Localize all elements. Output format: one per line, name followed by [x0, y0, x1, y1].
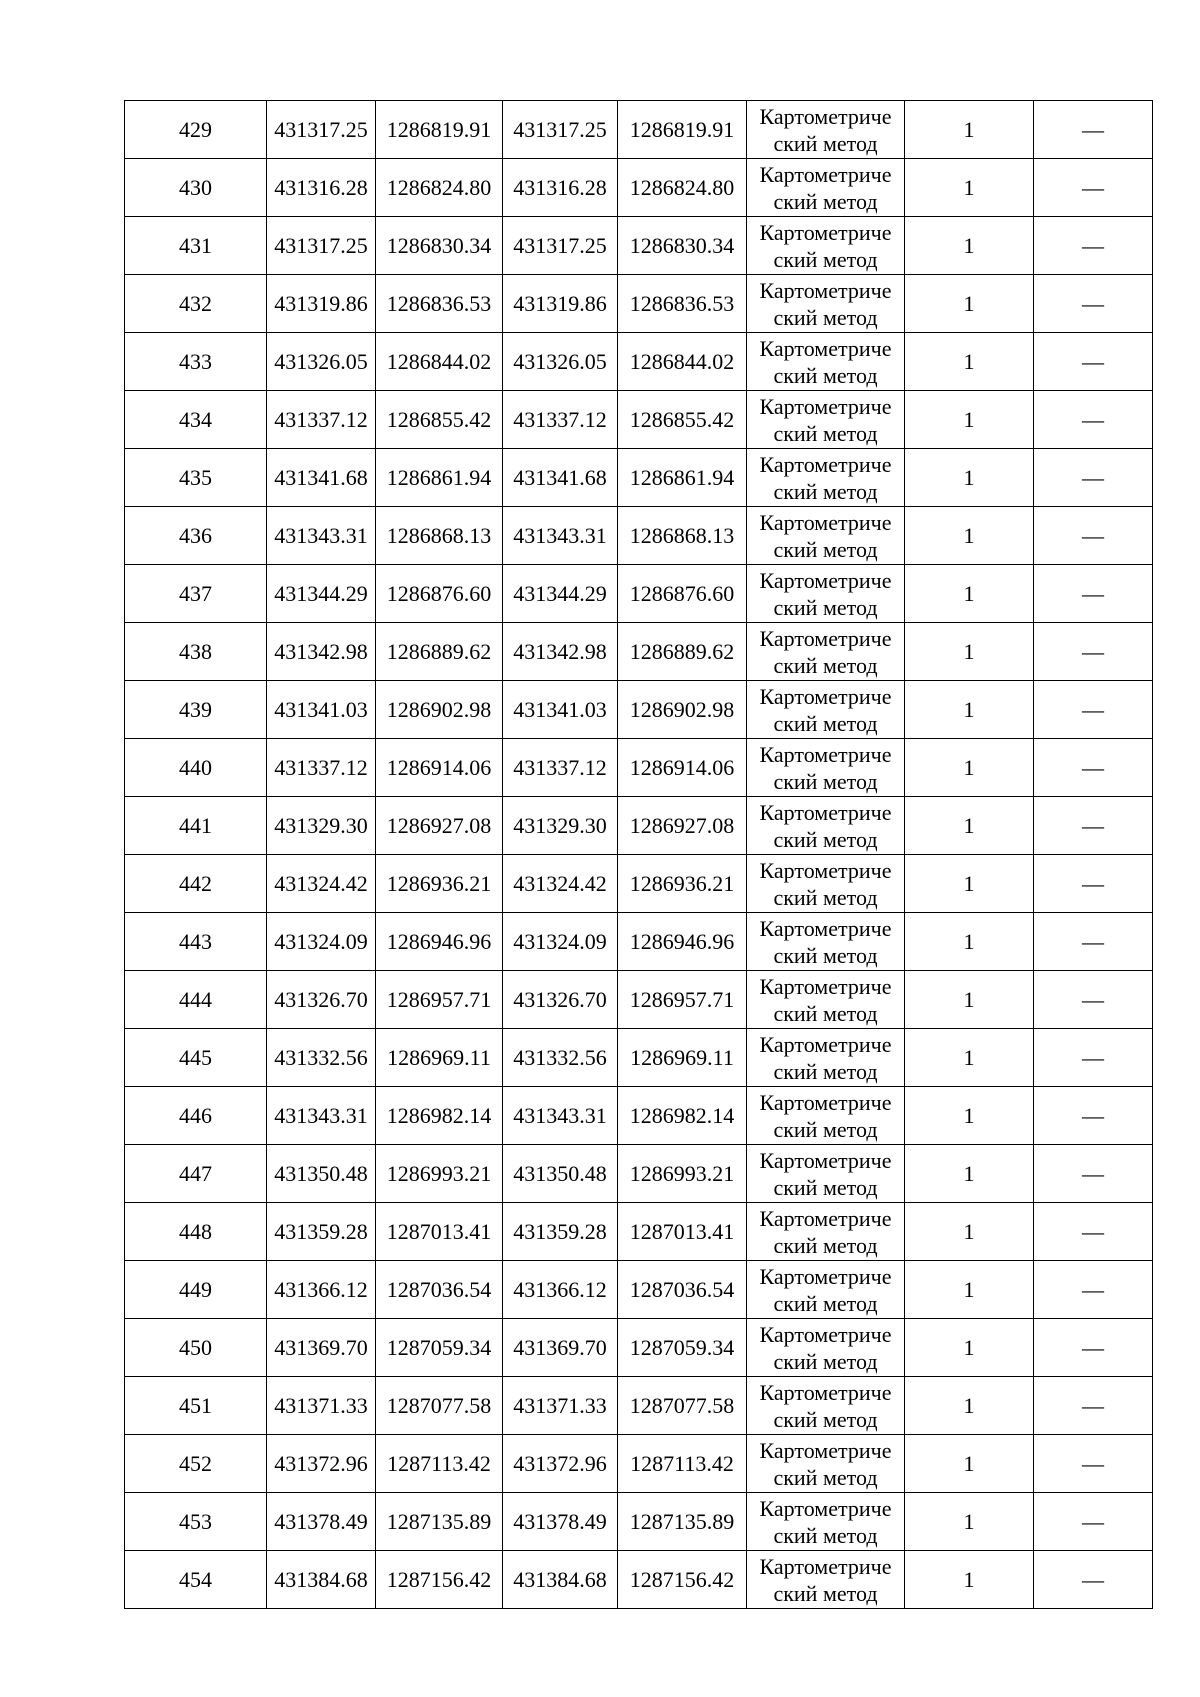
- method-line-2: ский метод: [773, 1581, 878, 1606]
- point-number-cell: 433: [125, 333, 267, 391]
- method-line-1: Картометриче: [759, 858, 892, 883]
- method-cell: [747, 739, 905, 797]
- method-line-2: ский метод: [773, 1523, 878, 1548]
- method-cell: [747, 1261, 905, 1319]
- new-y-cell: 1287077.58: [618, 1377, 747, 1435]
- new-x-cell: 431326.70: [503, 971, 618, 1029]
- existing-x-cell: 431329.30: [267, 797, 376, 855]
- accuracy-cell: 1: [905, 739, 1034, 797]
- table-body: [125, 101, 1153, 1609]
- existing-x-cell: 431371.33: [267, 1377, 376, 1435]
- method-line-1: Картометриче: [759, 742, 892, 767]
- method-line-1: Картометриче: [759, 1438, 892, 1463]
- description-cell: —: [1034, 1551, 1153, 1609]
- new-y-cell: 1287135.89: [618, 1493, 747, 1551]
- new-x-cell: 431341.03: [503, 681, 618, 739]
- description-cell: —: [1034, 1087, 1153, 1145]
- existing-x-cell: 431337.12: [267, 739, 376, 797]
- description-cell: —: [1034, 681, 1153, 739]
- point-number-cell: 450: [125, 1319, 267, 1377]
- point-number-cell: 437: [125, 565, 267, 623]
- existing-x-cell: 431372.96: [267, 1435, 376, 1493]
- table-row: [125, 565, 1153, 623]
- existing-x-cell: 431359.28: [267, 1203, 376, 1261]
- table-row: [125, 391, 1153, 449]
- point-number-cell: 445: [125, 1029, 267, 1087]
- table-row: [125, 739, 1153, 797]
- new-y-cell: 1286819.91: [618, 101, 747, 159]
- method-line-2: ский метод: [773, 421, 878, 446]
- table-row: [125, 855, 1153, 913]
- point-number-cell: 438: [125, 623, 267, 681]
- new-x-cell: 431324.09: [503, 913, 618, 971]
- new-x-cell: 431319.86: [503, 275, 618, 333]
- description-cell: —: [1034, 855, 1153, 913]
- existing-x-cell: 431342.98: [267, 623, 376, 681]
- new-x-cell: 431371.33: [503, 1377, 618, 1435]
- point-number-cell: 453: [125, 1493, 267, 1551]
- point-number-cell: 432: [125, 275, 267, 333]
- point-number-cell: 434: [125, 391, 267, 449]
- accuracy-cell: 1: [905, 507, 1034, 565]
- description-cell: —: [1034, 333, 1153, 391]
- existing-y-cell: 1286914.06: [376, 739, 503, 797]
- description-cell: —: [1034, 913, 1153, 971]
- existing-y-cell: 1286876.60: [376, 565, 503, 623]
- new-x-cell: 431343.31: [503, 1087, 618, 1145]
- method-line-2: ский метод: [773, 1407, 878, 1432]
- accuracy-cell: 1: [905, 971, 1034, 1029]
- table-row: [125, 1203, 1153, 1261]
- existing-x-cell: 431369.70: [267, 1319, 376, 1377]
- description-cell: —: [1034, 1203, 1153, 1261]
- method-line-1: Картометриче: [759, 1554, 892, 1579]
- method-cell: [747, 507, 905, 565]
- point-number-cell: 441: [125, 797, 267, 855]
- method-cell: [747, 391, 905, 449]
- existing-x-cell: 431326.70: [267, 971, 376, 1029]
- method-line-2: ский метод: [773, 943, 878, 968]
- accuracy-cell: 1: [905, 623, 1034, 681]
- accuracy-cell: 1: [905, 797, 1034, 855]
- method-cell: [747, 333, 905, 391]
- method-cell: [747, 217, 905, 275]
- method-cell: [747, 1087, 905, 1145]
- new-y-cell: 1286993.21: [618, 1145, 747, 1203]
- accuracy-cell: 1: [905, 101, 1034, 159]
- method-line-2: ский метод: [773, 885, 878, 910]
- description-cell: —: [1034, 1261, 1153, 1319]
- new-y-cell: 1286946.96: [618, 913, 747, 971]
- existing-y-cell: 1286957.71: [376, 971, 503, 1029]
- method-line-1: Картометриче: [759, 1264, 892, 1289]
- new-x-cell: 431326.05: [503, 333, 618, 391]
- new-x-cell: 431317.25: [503, 217, 618, 275]
- existing-x-cell: 431341.03: [267, 681, 376, 739]
- existing-y-cell: 1286819.91: [376, 101, 503, 159]
- existing-x-cell: 431317.25: [267, 101, 376, 159]
- description-cell: —: [1034, 159, 1153, 217]
- method-cell: [747, 1435, 905, 1493]
- existing-x-cell: 431324.42: [267, 855, 376, 913]
- table-row: [125, 1145, 1153, 1203]
- method-line-1: Картометриче: [759, 278, 892, 303]
- new-y-cell: 1286982.14: [618, 1087, 747, 1145]
- method-cell: [747, 565, 905, 623]
- table-row: [125, 275, 1153, 333]
- existing-y-cell: 1287156.42: [376, 1551, 503, 1609]
- table-row: [125, 333, 1153, 391]
- point-number-cell: 435: [125, 449, 267, 507]
- new-x-cell: 431337.12: [503, 739, 618, 797]
- existing-y-cell: 1286936.21: [376, 855, 503, 913]
- accuracy-cell: 1: [905, 1087, 1034, 1145]
- accuracy-cell: 1: [905, 681, 1034, 739]
- method-line-2: ский метод: [773, 1291, 878, 1316]
- method-line-2: ский метод: [773, 479, 878, 504]
- method-cell: [747, 681, 905, 739]
- accuracy-cell: 1: [905, 333, 1034, 391]
- new-y-cell: 1287113.42: [618, 1435, 747, 1493]
- table-row: [125, 1377, 1153, 1435]
- table-row: [125, 971, 1153, 1029]
- table-row: [125, 913, 1153, 971]
- new-x-cell: 431332.56: [503, 1029, 618, 1087]
- existing-y-cell: 1286927.08: [376, 797, 503, 855]
- accuracy-cell: 1: [905, 449, 1034, 507]
- method-line-1: Картометриче: [759, 394, 892, 419]
- existing-y-cell: 1287077.58: [376, 1377, 503, 1435]
- table-row: [125, 1087, 1153, 1145]
- method-cell: [747, 855, 905, 913]
- method-line-2: ский метод: [773, 653, 878, 678]
- description-cell: —: [1034, 1145, 1153, 1203]
- existing-y-cell: 1286824.80: [376, 159, 503, 217]
- table-row: [125, 1261, 1153, 1319]
- existing-y-cell: 1287036.54: [376, 1261, 503, 1319]
- table-row: [125, 797, 1153, 855]
- existing-x-cell: 431317.25: [267, 217, 376, 275]
- accuracy-cell: 1: [905, 391, 1034, 449]
- point-number-cell: 439: [125, 681, 267, 739]
- method-line-2: ский метод: [773, 305, 878, 330]
- existing-y-cell: 1287013.41: [376, 1203, 503, 1261]
- table-row: [125, 1319, 1153, 1377]
- accuracy-cell: 1: [905, 1377, 1034, 1435]
- new-x-cell: 431337.12: [503, 391, 618, 449]
- method-line-1: Картометриче: [759, 1380, 892, 1405]
- description-cell: —: [1034, 797, 1153, 855]
- accuracy-cell: 1: [905, 1145, 1034, 1203]
- method-line-1: Картометриче: [759, 1496, 892, 1521]
- new-x-cell: 431317.25: [503, 101, 618, 159]
- description-cell: —: [1034, 1377, 1153, 1435]
- existing-x-cell: 431341.68: [267, 449, 376, 507]
- method-line-1: Картометриче: [759, 684, 892, 709]
- method-cell: [747, 1029, 905, 1087]
- method-cell: [747, 1493, 905, 1551]
- accuracy-cell: 1: [905, 855, 1034, 913]
- description-cell: —: [1034, 1435, 1153, 1493]
- method-line-1: Картометриче: [759, 626, 892, 651]
- accuracy-cell: 1: [905, 1261, 1034, 1319]
- point-number-cell: 431: [125, 217, 267, 275]
- point-number-cell: 440: [125, 739, 267, 797]
- table-row: [125, 1551, 1153, 1609]
- accuracy-cell: 1: [905, 1435, 1034, 1493]
- method-line-1: Картометриче: [759, 220, 892, 245]
- accuracy-cell: 1: [905, 1029, 1034, 1087]
- new-x-cell: 431341.68: [503, 449, 618, 507]
- method-line-1: Картометриче: [759, 974, 892, 999]
- point-number-cell: 444: [125, 971, 267, 1029]
- new-x-cell: 431316.28: [503, 159, 618, 217]
- description-cell: —: [1034, 623, 1153, 681]
- method-line-2: ский метод: [773, 827, 878, 852]
- table-row: [125, 507, 1153, 565]
- method-line-2: ский метод: [773, 711, 878, 736]
- new-y-cell: 1287036.54: [618, 1261, 747, 1319]
- new-y-cell: 1286936.21: [618, 855, 747, 913]
- method-line-2: ский метод: [773, 363, 878, 388]
- table-row: [125, 159, 1153, 217]
- table-row: [125, 681, 1153, 739]
- table-row: [125, 1029, 1153, 1087]
- new-y-cell: 1286868.13: [618, 507, 747, 565]
- point-number-cell: 442: [125, 855, 267, 913]
- table-row: [125, 1493, 1153, 1551]
- new-y-cell: 1286927.08: [618, 797, 747, 855]
- method-line-1: Картометриче: [759, 1322, 892, 1347]
- method-cell: [747, 1319, 905, 1377]
- description-cell: —: [1034, 1029, 1153, 1087]
- method-cell: [747, 275, 905, 333]
- method-line-2: ский метод: [773, 189, 878, 214]
- method-line-1: Картометриче: [759, 568, 892, 593]
- new-y-cell: 1286861.94: [618, 449, 747, 507]
- new-y-cell: 1286830.34: [618, 217, 747, 275]
- existing-y-cell: 1286946.96: [376, 913, 503, 971]
- existing-x-cell: 431316.28: [267, 159, 376, 217]
- new-y-cell: 1286876.60: [618, 565, 747, 623]
- new-y-cell: 1286957.71: [618, 971, 747, 1029]
- new-x-cell: 431366.12: [503, 1261, 618, 1319]
- new-y-cell: 1286889.62: [618, 623, 747, 681]
- new-x-cell: 431378.49: [503, 1493, 618, 1551]
- point-number-cell: 430: [125, 159, 267, 217]
- existing-y-cell: 1286868.13: [376, 507, 503, 565]
- existing-y-cell: 1286844.02: [376, 333, 503, 391]
- description-cell: —: [1034, 565, 1153, 623]
- method-cell: [747, 1377, 905, 1435]
- method-line-1: Картометриче: [759, 104, 892, 129]
- existing-y-cell: 1287135.89: [376, 1493, 503, 1551]
- description-cell: —: [1034, 1319, 1153, 1377]
- existing-x-cell: 431343.31: [267, 1087, 376, 1145]
- accuracy-cell: 1: [905, 1551, 1034, 1609]
- new-y-cell: 1286855.42: [618, 391, 747, 449]
- method-line-1: Картометриче: [759, 336, 892, 361]
- description-cell: —: [1034, 217, 1153, 275]
- method-line-2: ский метод: [773, 131, 878, 156]
- point-number-cell: 448: [125, 1203, 267, 1261]
- method-line-1: Картометриче: [759, 1148, 892, 1173]
- new-y-cell: 1287156.42: [618, 1551, 747, 1609]
- new-x-cell: 431343.31: [503, 507, 618, 565]
- point-number-cell: 443: [125, 913, 267, 971]
- existing-y-cell: 1286902.98: [376, 681, 503, 739]
- new-y-cell: 1287059.34: [618, 1319, 747, 1377]
- method-line-2: ский метод: [773, 247, 878, 272]
- description-cell: —: [1034, 971, 1153, 1029]
- method-cell: [747, 1203, 905, 1261]
- existing-x-cell: 431343.31: [267, 507, 376, 565]
- table-row: [125, 623, 1153, 681]
- method-line-2: ский метод: [773, 1001, 878, 1026]
- existing-y-cell: 1286889.62: [376, 623, 503, 681]
- existing-x-cell: 431350.48: [267, 1145, 376, 1203]
- existing-x-cell: 431337.12: [267, 391, 376, 449]
- method-cell: [747, 101, 905, 159]
- existing-x-cell: 431326.05: [267, 333, 376, 391]
- method-line-2: ский метод: [773, 1117, 878, 1142]
- description-cell: —: [1034, 507, 1153, 565]
- description-cell: —: [1034, 449, 1153, 507]
- point-number-cell: 429: [125, 101, 267, 159]
- existing-y-cell: 1286993.21: [376, 1145, 503, 1203]
- new-x-cell: 431324.42: [503, 855, 618, 913]
- method-cell: [747, 797, 905, 855]
- new-y-cell: 1287013.41: [618, 1203, 747, 1261]
- method-line-2: ский метод: [773, 537, 878, 562]
- accuracy-cell: 1: [905, 1493, 1034, 1551]
- existing-y-cell: 1286861.94: [376, 449, 503, 507]
- existing-y-cell: 1286982.14: [376, 1087, 503, 1145]
- new-x-cell: 431350.48: [503, 1145, 618, 1203]
- new-x-cell: 431372.96: [503, 1435, 618, 1493]
- new-y-cell: 1286844.02: [618, 333, 747, 391]
- point-number-cell: 447: [125, 1145, 267, 1203]
- existing-y-cell: 1286855.42: [376, 391, 503, 449]
- method-line-2: ский метод: [773, 595, 878, 620]
- accuracy-cell: 1: [905, 1203, 1034, 1261]
- point-number-cell: 451: [125, 1377, 267, 1435]
- method-line-1: Картометриче: [759, 1090, 892, 1115]
- description-cell: —: [1034, 101, 1153, 159]
- new-x-cell: 431329.30: [503, 797, 618, 855]
- table-row: [125, 101, 1153, 159]
- new-x-cell: 431342.98: [503, 623, 618, 681]
- description-cell: —: [1034, 1493, 1153, 1551]
- method-line-1: Картометриче: [759, 1032, 892, 1057]
- existing-x-cell: 431319.86: [267, 275, 376, 333]
- existing-x-cell: 431384.68: [267, 1551, 376, 1609]
- table-row: [125, 217, 1153, 275]
- table-row: [125, 1435, 1153, 1493]
- description-cell: —: [1034, 391, 1153, 449]
- method-cell: [747, 1145, 905, 1203]
- new-y-cell: 1286902.98: [618, 681, 747, 739]
- method-cell: [747, 159, 905, 217]
- point-number-cell: 452: [125, 1435, 267, 1493]
- existing-y-cell: 1286836.53: [376, 275, 503, 333]
- method-cell: [747, 449, 905, 507]
- accuracy-cell: 1: [905, 217, 1034, 275]
- existing-y-cell: 1286969.11: [376, 1029, 503, 1087]
- method-line-1: Картометриче: [759, 452, 892, 477]
- existing-y-cell: 1287113.42: [376, 1435, 503, 1493]
- method-line-2: ский метод: [773, 1233, 878, 1258]
- new-x-cell: 431369.70: [503, 1319, 618, 1377]
- method-line-1: Картометриче: [759, 1206, 892, 1231]
- existing-x-cell: 431378.49: [267, 1493, 376, 1551]
- accuracy-cell: 1: [905, 913, 1034, 971]
- existing-x-cell: 431344.29: [267, 565, 376, 623]
- description-cell: —: [1034, 275, 1153, 333]
- method-line-2: ский метод: [773, 1175, 878, 1200]
- new-y-cell: 1286914.06: [618, 739, 747, 797]
- method-cell: [747, 913, 905, 971]
- method-line-2: ский метод: [773, 1059, 878, 1084]
- point-number-cell: 446: [125, 1087, 267, 1145]
- new-y-cell: 1286969.11: [618, 1029, 747, 1087]
- method-line-2: ский метод: [773, 1349, 878, 1374]
- accuracy-cell: 1: [905, 1319, 1034, 1377]
- point-number-cell: 436: [125, 507, 267, 565]
- method-cell: [747, 971, 905, 1029]
- point-number-cell: 454: [125, 1551, 267, 1609]
- new-x-cell: 431344.29: [503, 565, 618, 623]
- method-line-2: ский метод: [773, 1465, 878, 1490]
- existing-x-cell: 431332.56: [267, 1029, 376, 1087]
- description-cell: —: [1034, 739, 1153, 797]
- new-y-cell: 1286824.80: [618, 159, 747, 217]
- method-line-1: Картометриче: [759, 510, 892, 535]
- existing-x-cell: 431324.09: [267, 913, 376, 971]
- accuracy-cell: 1: [905, 159, 1034, 217]
- method-cell: [747, 1551, 905, 1609]
- method-cell: [747, 623, 905, 681]
- new-y-cell: 1286836.53: [618, 275, 747, 333]
- method-line-1: Картометриче: [759, 800, 892, 825]
- coordinates-table: [124, 100, 1153, 1609]
- existing-y-cell: 1286830.34: [376, 217, 503, 275]
- method-line-1: Картометриче: [759, 162, 892, 187]
- method-line-2: ский метод: [773, 769, 878, 794]
- accuracy-cell: 1: [905, 565, 1034, 623]
- method-line-1: Картометриче: [759, 916, 892, 941]
- existing-y-cell: 1287059.34: [376, 1319, 503, 1377]
- accuracy-cell: 1: [905, 275, 1034, 333]
- new-x-cell: 431359.28: [503, 1203, 618, 1261]
- new-x-cell: 431384.68: [503, 1551, 618, 1609]
- table-row: [125, 449, 1153, 507]
- existing-x-cell: 431366.12: [267, 1261, 376, 1319]
- point-number-cell: 449: [125, 1261, 267, 1319]
